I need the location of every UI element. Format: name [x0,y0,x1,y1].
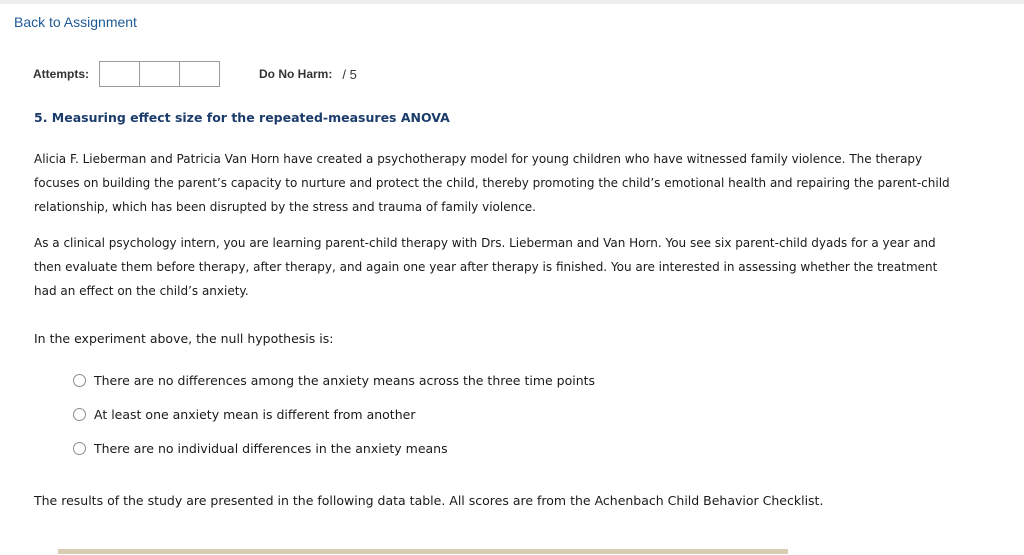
question-title: 5. Measuring effect size for the repeated-measures ANOVA [34,110,450,125]
scenario-paragraph-2: As a clinical psychology intern, you are learning parent-child therapy with Drs. Lieberman and Van Horn. You see six parent-child dyads for a year and then evaluate them before therapy, after therapy, and again one year after therapy is finished. You are interested in assessing whether the treatment had an effect on the child’s anxiety. [34,236,938,298]
attempt-boxes [99,61,219,87]
answer-option-2[interactable] [73,404,595,424]
attempts-label: Attempts: [33,67,89,81]
attempt-box-1 [99,61,140,87]
data-table-header-bar [58,549,788,554]
answer-option-1[interactable] [73,370,595,390]
radio-button-icon[interactable] [73,374,86,387]
attempt-box-2 [139,61,180,87]
results-intro: The results of the study are presented in the following data table. All scores are from the Achenbach Child Behavior Checklist. [34,493,824,508]
answer-option-label: There are no individual differences in the anxiety means [94,440,448,456]
answer-option-label: At least one anxiety mean is different from another [94,406,416,422]
attempt-box-3 [179,61,220,87]
top-divider [0,0,1024,4]
radio-button-icon[interactable] [73,408,86,421]
do-no-harm-label: Do No Harm: [259,67,333,81]
question-prompt: In the experiment above, the null hypothesis is: [34,331,334,346]
radio-button-icon[interactable] [73,442,86,455]
answer-options [73,370,595,472]
answer-option-3[interactable] [73,438,595,458]
attempts-bar [33,61,357,87]
back-to-assignment-link[interactable]: Back to Assignment [14,14,137,30]
scenario-paragraph-1: Alicia F. Lieberman and Patricia Van Horn have created a psychotherapy model for young children who have witnessed family violence. The therapy focuses on building the parent’s capacity to nurture and protect the child, thereby promoting the child’s emotional health and repairing the parent-child relationship, which has been disrupted by the stress and trauma of family violence. [34,152,950,214]
answer-option-label: There are no differences among the anxiety means across the three time points [94,372,596,388]
do-no-harm-score: / 5 [342,66,357,82]
